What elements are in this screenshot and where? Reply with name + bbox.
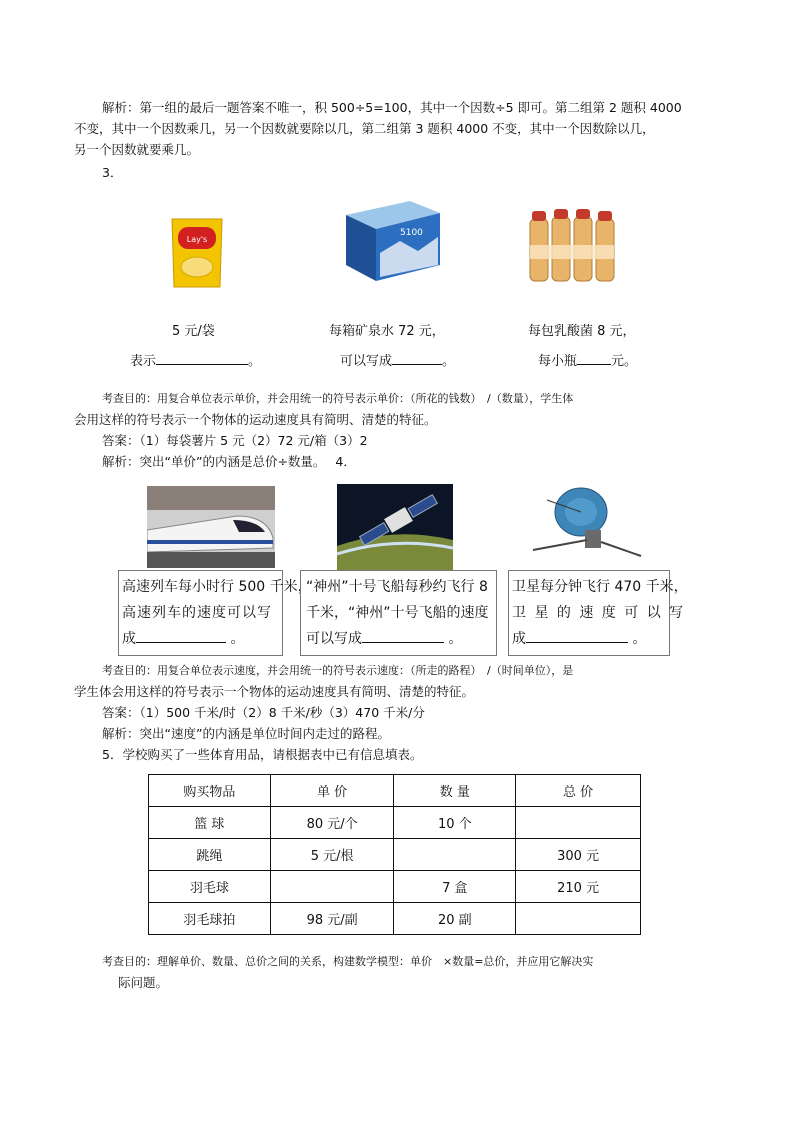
answer-blank[interactable] — [392, 352, 442, 365]
item-caption: 每包乳酸菌 8 元， — [528, 324, 636, 339]
box-text: 高速列车每小时行 500 千米， — [122, 579, 312, 595]
analysis-line: 解析：突出“速度”的内涵是单位时间内走过的路程。 — [102, 726, 390, 741]
answer-line: 答案：（1）500 千米/时（2）8 千米/秒（3）470 千米/分 — [102, 705, 425, 720]
spacecraft-image — [337, 484, 453, 570]
table-header-row — [149, 775, 641, 807]
svg-text:5100: 5100 — [400, 228, 423, 238]
table-row — [149, 807, 641, 839]
question-title: 5．学校购买了一些体育用品，请根据表中已有信息填表。 — [102, 747, 423, 762]
purpose-line: 学生体会用这样的符号表示一个物体的运动速度具有简明、清楚的特征。 — [74, 684, 475, 699]
yogurt-bottles-image — [526, 205, 618, 293]
analysis-line: 另一个因数就要乘几。 — [74, 142, 200, 157]
table-cell: 羽毛球拍 — [149, 903, 271, 935]
analysis-line: 不变，其中一个因数乘几，另一个因数就要除以几，第二组第 3 题积 4000 不变，其中一个因数除以几， — [74, 121, 655, 136]
table-cell[interactable] — [270, 871, 394, 903]
answer-blank[interactable] — [362, 630, 444, 643]
box-text: 千米，“神州”十号飞船的速度 — [306, 605, 489, 621]
answer-blank[interactable] — [577, 352, 611, 365]
table-cell: 210 元 — [516, 871, 641, 903]
chips-bag-image — [168, 215, 226, 291]
answer-blank[interactable] — [136, 630, 226, 643]
purpose-line: 考查目的：用复合单位表示速度，并会用统一的符号表示速度：（所走的路程） /（时间单位），是 — [102, 664, 574, 677]
analysis-line: 解析：突出“单价”的内涵是总价÷数量。 4． — [102, 454, 356, 469]
table-cell: 跳绳 — [149, 839, 271, 871]
table-cell: 篮 球 — [149, 807, 271, 839]
question-number: 3． — [102, 165, 123, 180]
purpose-line: 考查目的：理解单价、数量、总价之间的关系，构建数学模型：单价 ×数量=总价，并应用它解决实 — [102, 955, 594, 968]
box-text: 卫 星 的 速 度 可 以 写 — [512, 605, 686, 621]
fill-prompt: 表示 。 — [130, 354, 262, 369]
box-text: “神州”十号飞船每秒约飞行 8 — [306, 579, 488, 595]
column-header: 数 量 — [394, 775, 516, 807]
box-text: 高速列车的速度可以写 — [122, 605, 272, 621]
question-number: 4． — [335, 454, 356, 469]
box-text: 可以写成 。 — [306, 631, 463, 647]
table-row — [149, 903, 641, 935]
table-cell: 80 元/个 — [270, 807, 394, 839]
answer-blank[interactable] — [156, 352, 248, 365]
box-text: 成 。 — [122, 631, 245, 647]
answer-line: 答案：（1）每袋薯片 5 元（2）72 元/箱（3）2 — [102, 433, 368, 448]
table-row — [149, 871, 641, 903]
purpose-line: 际问题。 — [118, 975, 169, 990]
satellite-image — [529, 484, 646, 568]
item-caption: 每箱矿泉水 72 元， — [329, 324, 445, 339]
table-cell: 5 元/根 — [270, 839, 394, 871]
table-cell: 20 副 — [394, 903, 516, 935]
item-caption: 5 元/袋 — [172, 324, 215, 339]
purpose-line: 考查目的：用复合单位表示单价，并会用统一的符号表示单价：（所花的钱数） /（数量），学生体 — [102, 392, 574, 405]
table-cell: 98 元/副 — [270, 903, 394, 935]
purpose-line: 会用这样的符号表示一个物体的运动速度具有简明、清楚的特征。 — [74, 412, 437, 427]
purchase-table — [148, 774, 641, 935]
column-header: 总 价 — [516, 775, 641, 807]
box-text: 成 。 — [512, 631, 647, 647]
water-box-image — [340, 193, 444, 285]
svg-text:Lay's: Lay's — [186, 235, 208, 244]
table-cell: 300 元 — [516, 839, 641, 871]
column-header: 单 价 — [270, 775, 394, 807]
table-cell: 10 个 — [394, 807, 516, 839]
analysis-line: 解析：第一组的最后一题答案不唯一，积 500÷5=100，其中一个因数÷5 即可。第二组第 2 题积 4000 — [102, 100, 682, 115]
fill-prompt: 可以写成 。 — [340, 354, 456, 369]
box-text: 卫星每分钟飞行 470 千米， — [512, 579, 688, 595]
answer-blank[interactable] — [526, 630, 628, 643]
table-cell[interactable] — [394, 839, 516, 871]
table-cell[interactable] — [516, 807, 641, 839]
table-cell: 7 盒 — [394, 871, 516, 903]
column-header: 购买物品 — [149, 775, 271, 807]
fill-prompt: 每小瓶 元。 — [538, 354, 638, 369]
table-row — [149, 839, 641, 871]
high-speed-train-image — [147, 486, 275, 568]
table-cell: 羽毛球 — [149, 871, 271, 903]
table-cell[interactable] — [516, 903, 641, 935]
